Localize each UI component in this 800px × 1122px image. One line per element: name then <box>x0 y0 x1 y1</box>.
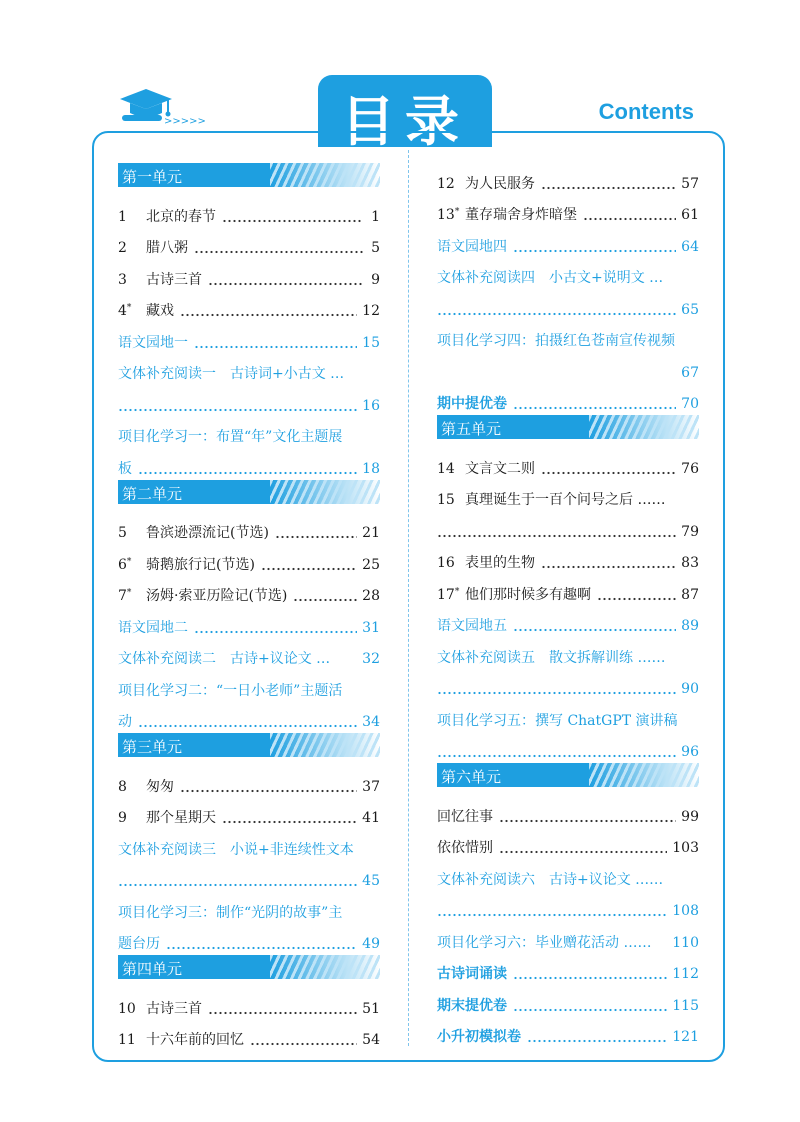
toc-entry[interactable] <box>437 478 699 510</box>
unit-header <box>118 733 380 757</box>
toc-entry[interactable] <box>118 383 380 415</box>
entry-title: 期末提优卷 <box>437 997 507 1014</box>
toc-entry[interactable] <box>118 637 380 669</box>
dot-leader <box>118 883 357 887</box>
entry-title: 文体补充阅读四 小古文+说明文 … <box>437 270 664 286</box>
entry-title: 文言文二则 <box>465 460 535 477</box>
toc-entry[interactable] <box>437 698 699 730</box>
toc-entry[interactable] <box>437 920 699 952</box>
dot-leader <box>194 345 357 349</box>
entry-title: 骑鹅旅行记(节选) <box>146 556 255 573</box>
dot-leader <box>180 789 357 793</box>
toc-entry[interactable] <box>437 730 699 762</box>
entry-number: 5 <box>118 525 127 541</box>
toc-entry[interactable] <box>437 382 699 414</box>
page-number: 103 <box>672 840 699 856</box>
toc-entry[interactable] <box>437 350 699 382</box>
entry-title: 小升初模拟卷 <box>437 1029 521 1045</box>
page-number: 65 <box>681 301 699 318</box>
page-number: 108 <box>672 903 699 919</box>
page-number: 112 <box>672 966 699 982</box>
page-number: 87 <box>681 586 699 603</box>
page-number: 21 <box>362 525 380 541</box>
contents-heading: Contents <box>598 99 694 124</box>
entry-number: 1 <box>118 208 127 225</box>
toc-entry[interactable] <box>437 889 699 921</box>
toc-entry[interactable] <box>118 890 380 922</box>
toc-entry[interactable] <box>118 320 380 352</box>
dot-leader <box>541 186 676 190</box>
entry-title: 语文园地一 <box>118 334 188 351</box>
toc-entry[interactable] <box>437 635 699 667</box>
entry-title: 语文园地四 <box>437 238 507 255</box>
toc-entry[interactable] <box>118 352 380 384</box>
toc-entry[interactable] <box>118 1018 380 1050</box>
toc-entry[interactable] <box>118 574 380 606</box>
toc-left-column <box>118 161 380 1049</box>
page-number: 70 <box>681 396 699 412</box>
page-number: 110 <box>672 934 699 951</box>
toc-entry[interactable] <box>118 700 380 732</box>
unit-title: 第四单元 <box>122 960 183 978</box>
page-number: 34 <box>362 714 380 730</box>
dot-leader <box>499 819 676 823</box>
entry-title: 那个星期天 <box>146 810 216 826</box>
dot-leader <box>194 250 363 254</box>
entry-title: 题台历 <box>118 936 160 952</box>
page-number: 83 <box>681 555 699 571</box>
dot-leader <box>513 406 676 410</box>
dot-leader <box>222 820 357 824</box>
page-number: 57 <box>681 175 699 192</box>
page-number: 67 <box>681 364 699 381</box>
entry-number: 3 <box>118 271 127 288</box>
entry-title: 动 <box>118 714 132 730</box>
unit-title: 第二单元 <box>122 484 183 503</box>
entry-number: 8 <box>118 778 127 795</box>
dot-leader <box>250 1042 357 1046</box>
page-number: 37 <box>362 778 380 795</box>
toc-entry[interactable] <box>118 605 380 637</box>
page-number: 28 <box>362 588 380 604</box>
entry-title: 为人民服务 <box>465 175 535 192</box>
page-number: 25 <box>362 556 380 573</box>
dot-leader <box>194 630 357 634</box>
page-number: 76 <box>681 460 699 477</box>
dot-leader <box>166 946 357 950</box>
dot-leader <box>513 628 676 632</box>
entry-number: 9 <box>118 810 127 826</box>
entry-title: 文体补充阅读三 小说+非连续性文本 <box>118 841 354 858</box>
entry-number: 7* <box>118 588 132 604</box>
entry-number: 2 <box>118 240 127 256</box>
toc-entry[interactable] <box>437 256 699 288</box>
unit-header <box>118 480 380 504</box>
unit-header <box>118 163 380 187</box>
page-number: 12 <box>362 303 380 319</box>
dot-leader <box>180 313 357 317</box>
page-number: 99 <box>681 808 699 825</box>
toc-entry[interactable] <box>437 857 699 889</box>
page-number: 5 <box>371 240 380 256</box>
entry-title: 文体补充阅读二 古诗+议论文 … <box>118 651 331 667</box>
entry-title: 真理诞生于一百个问号之后 …… <box>465 492 666 508</box>
entry-number: 11 <box>118 1032 136 1048</box>
page-title: 目录 <box>341 90 469 153</box>
page-number: 61 <box>681 207 699 223</box>
dot-leader <box>118 408 357 412</box>
entry-title: 文体补充阅读六 古诗+议论文 …… <box>437 871 664 888</box>
entry-title: 项目化学习四：拍摄红色苍南宣传视频 <box>437 333 675 349</box>
entry-title: 腊八粥 <box>146 240 188 256</box>
toc-entry[interactable] <box>118 194 380 226</box>
page-number: 96 <box>681 744 699 760</box>
unit-title: 第三单元 <box>122 738 183 756</box>
toc-entry[interactable] <box>437 287 699 319</box>
toc-entry[interactable] <box>437 604 699 636</box>
entry-title: 回忆往事 <box>437 808 493 825</box>
toc-entry[interactable] <box>437 1015 699 1047</box>
toc-entry[interactable] <box>437 161 699 193</box>
page-number: 54 <box>362 1032 380 1048</box>
graduation-cap-icon <box>116 85 206 131</box>
entry-title: 十六年前的回忆 <box>146 1032 244 1048</box>
toc-entry[interactable] <box>118 289 380 321</box>
dot-leader <box>138 471 357 475</box>
dot-leader <box>437 691 676 695</box>
page-number: 115 <box>672 997 699 1014</box>
toc-entry[interactable] <box>118 827 380 859</box>
page-number: 31 <box>362 619 380 636</box>
entry-title: 项目化学习六：毕业赠花活动 …… <box>437 934 652 951</box>
entry-title: 古诗词诵读 <box>437 966 507 982</box>
toc-entry[interactable] <box>437 446 699 478</box>
dot-leader <box>437 312 676 316</box>
entry-title: 项目化学习一：布置“年”文化主题展 <box>118 429 343 445</box>
entry-title: 鲁滨逊漂流记(节选) <box>146 525 269 541</box>
entry-title: 项目化学习三：制作“光阴的故事”主 <box>118 904 343 921</box>
entry-title: 古诗三首 <box>146 271 202 288</box>
toc-entry[interactable] <box>118 542 380 574</box>
dot-leader <box>208 1011 357 1015</box>
dot-leader <box>583 217 676 221</box>
dot-leader <box>208 282 363 286</box>
dot-leader <box>541 471 676 475</box>
page-number: 64 <box>681 238 699 255</box>
entry-title: 板 <box>118 460 132 477</box>
unit-title: 第六单元 <box>441 768 502 786</box>
entry-title: 董存瑞舍身炸暗堡 <box>465 207 577 223</box>
page-number: 90 <box>681 681 699 697</box>
entry-number: 13* <box>437 207 460 223</box>
toc-entry[interactable] <box>118 764 380 796</box>
entry-title: 匆匆 <box>146 778 174 795</box>
entry-title: 项目化学习五：撰写 ChatGPT 演讲稿 <box>437 712 678 729</box>
toc-right-column <box>437 161 699 1046</box>
page-number: 15 <box>362 334 380 351</box>
entry-title: 依依惜别 <box>437 840 493 856</box>
toc-entry[interactable] <box>118 511 380 543</box>
column-divider <box>408 150 409 1046</box>
toc-entry[interactable] <box>437 983 699 1015</box>
dot-leader <box>513 1008 667 1012</box>
dot-leader <box>513 249 676 253</box>
entry-number: 14 <box>437 460 455 477</box>
toc-entry[interactable] <box>118 986 380 1018</box>
unit-header <box>437 763 699 787</box>
entry-title: 北京的春节 <box>146 208 216 225</box>
unit-title: 第五单元 <box>441 420 502 438</box>
entry-number: 16 <box>437 555 455 571</box>
toc-entry[interactable] <box>118 226 380 258</box>
entry-number: 15 <box>437 492 455 508</box>
entry-title: 表里的生物 <box>465 555 535 571</box>
page-number: 32 <box>362 651 380 667</box>
toc-entry[interactable] <box>437 319 699 351</box>
toc-entry[interactable] <box>437 224 699 256</box>
entry-title: 文体补充阅读五 散文拆解训练 …… <box>437 649 666 666</box>
toc-entry[interactable] <box>437 193 699 225</box>
page-number: 45 <box>362 873 380 889</box>
entry-title: 项目化学习二：“一日小老师”主题活 <box>118 682 343 699</box>
entry-title: 文体补充阅读一 古诗词+小古文 … <box>118 366 345 382</box>
entry-number: 12 <box>437 175 455 192</box>
page-number: 51 <box>362 1000 380 1017</box>
toc-entry[interactable] <box>437 572 699 604</box>
entry-number: 10 <box>118 1000 136 1017</box>
dot-leader <box>437 754 676 758</box>
dot-leader <box>513 976 667 980</box>
dot-leader <box>138 724 357 728</box>
entry-title: 古诗三首 <box>146 1000 202 1017</box>
page-number: 49 <box>362 936 380 952</box>
svg-text:>>>>>: >>>>> <box>164 116 206 127</box>
entry-title: 期中提优卷 <box>437 396 507 412</box>
dot-leader <box>527 1039 667 1043</box>
unit-header <box>437 415 699 439</box>
entry-title: 他们那时候多有趣啊 <box>465 586 591 603</box>
dot-leader <box>222 219 363 223</box>
toc-entry[interactable] <box>437 826 699 858</box>
dot-leader <box>293 598 357 602</box>
entry-number: 17* <box>437 586 460 603</box>
entry-title: 语文园地五 <box>437 618 507 634</box>
toc-entry[interactable] <box>118 796 380 828</box>
toc-entry[interactable] <box>118 668 380 700</box>
toc-entry[interactable] <box>118 922 380 954</box>
dot-leader <box>499 850 667 854</box>
dot-leader <box>437 534 676 538</box>
page-number: 1 <box>371 208 380 225</box>
toc-entry[interactable] <box>118 859 380 891</box>
page-number: 41 <box>362 810 380 826</box>
entry-title: 汤姆·索亚历险记(节选) <box>146 588 288 604</box>
toc-entry[interactable] <box>118 257 380 289</box>
dot-leader <box>261 567 357 571</box>
dot-leader <box>541 565 676 569</box>
unit-title: 第一单元 <box>122 168 183 186</box>
page-number: 9 <box>371 271 380 288</box>
entry-title: 语文园地二 <box>118 619 188 636</box>
toc-entry[interactable] <box>437 541 699 573</box>
toc-entry[interactable] <box>437 794 699 826</box>
toc-entry[interactable] <box>118 446 380 478</box>
toc-entry[interactable] <box>437 667 699 699</box>
unit-header <box>118 955 380 979</box>
page-number: 121 <box>672 1029 699 1045</box>
entry-number: 4* <box>118 303 132 319</box>
entry-title: 藏戏 <box>146 303 174 319</box>
toc-entry[interactable] <box>437 952 699 984</box>
toc-entry[interactable] <box>118 415 380 447</box>
dot-leader <box>597 597 676 601</box>
page-number: 16 <box>362 397 380 414</box>
page-number: 18 <box>362 460 380 477</box>
dot-leader <box>275 535 357 539</box>
dot-leader <box>437 913 667 917</box>
toc-entry[interactable] <box>437 509 699 541</box>
page-number: 79 <box>681 523 699 540</box>
page-number: 89 <box>681 618 699 634</box>
entry-number: 6* <box>118 556 132 573</box>
